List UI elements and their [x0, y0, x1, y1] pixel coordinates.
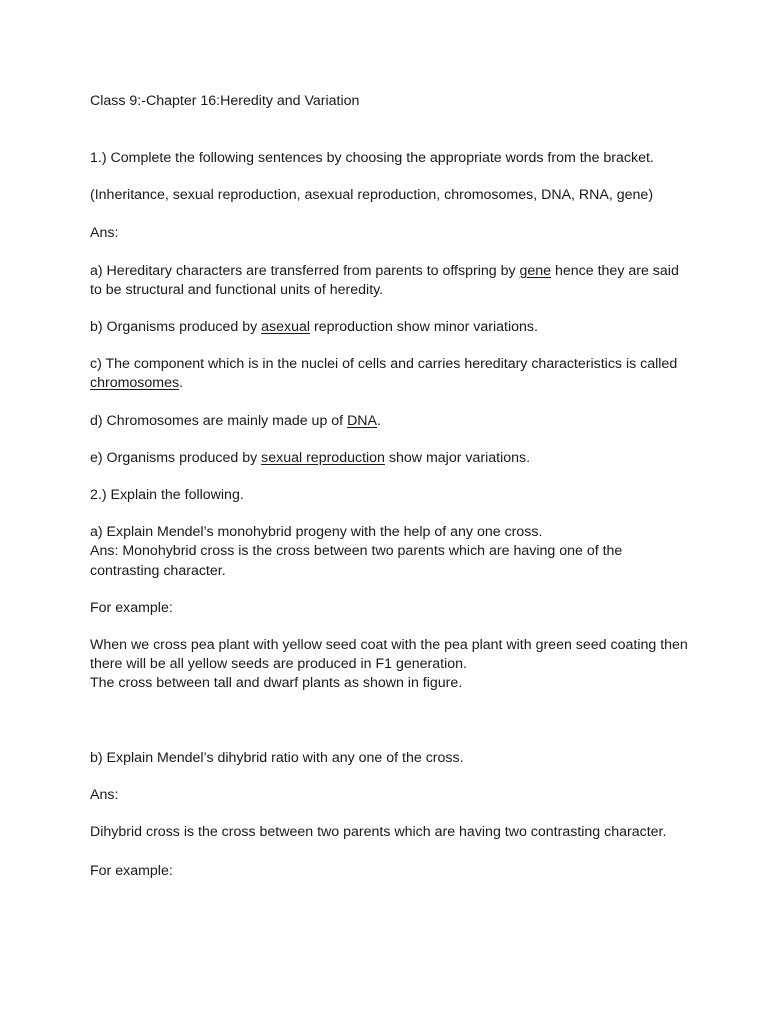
q1c-after: . [179, 375, 184, 391]
q2a-question: a) Explain Mendel’s monohybrid progeny with the help of any one cross. [90, 524, 543, 540]
q1a-after: hence they are said [551, 263, 679, 279]
q2a-example-label: For example: [90, 600, 173, 616]
q2a-example-line3: The cross between tall and dwarf plants as shown in figure. [90, 675, 463, 691]
q1e-after: show major variations. [384, 450, 531, 466]
q1d-after: . [377, 413, 381, 429]
q1b-before: b) Organisms produced by [90, 319, 262, 335]
q1a-answer: gene [519, 263, 552, 279]
q1-ans-label: Ans: [90, 225, 119, 241]
document-title: Class 9:-Chapter 16:Heredity and Variation [90, 93, 360, 109]
q1-question: 1.) Complete the following sentences by choosing the appropriate words from the bracket. [90, 150, 654, 166]
q1-options: (Inheritance, sexual reproduction, asexual reproduction, chromosomes, DNA, RNA, gene) [90, 187, 654, 203]
q1b-line [90, 318, 690, 337]
q2a-example-line1: When we cross pea plant with yellow seed coat with the pea plant with green seed coating then [90, 637, 688, 653]
q1e-line [90, 449, 690, 468]
q1c-answer: chromosomes [90, 375, 180, 391]
q1e-before: e) Organisms produced by [90, 450, 262, 466]
q1d-before: d) Chromosomes are mainly made up of [90, 413, 348, 429]
q1a-line2: to be structural and functional units of heredity. [90, 282, 384, 298]
q1a-before: a) Hereditary characters are transferred from parents to offspring by [90, 263, 520, 279]
q1b-answer: asexual [261, 319, 311, 335]
q1b-after: reproduction show minor variations. [310, 319, 538, 335]
q2a-example-line2: there will be all yellow seeds are produced in F1 generation. [90, 656, 467, 672]
q1d-line [90, 412, 690, 431]
q2b-ans-label: Ans: [90, 787, 119, 803]
q1e-answer: sexual reproduction [261, 450, 385, 466]
q1c-line2 [90, 374, 690, 393]
q2a-answer-line2: contrasting character. [90, 563, 226, 579]
q2b-answer: Dihybrid cross is the cross between two parents which are having two contrasting character. [90, 824, 667, 840]
q2a-answer-line1: Ans: Monohybrid cross is the cross between two parents which are having one of the [90, 543, 623, 559]
q2b-question: b) Explain Mendel’s dihybrid ratio with any one of the cross. [90, 750, 464, 766]
q2b-example-label: For example: [90, 863, 173, 879]
q2-heading: 2.) Explain the following. [90, 487, 244, 503]
q1d-answer: DNA [347, 413, 378, 429]
q1a-line1 [90, 262, 690, 281]
q1c-line1: c) The component which is in the nuclei of cells and carries hereditary characteristics is called [90, 356, 678, 372]
